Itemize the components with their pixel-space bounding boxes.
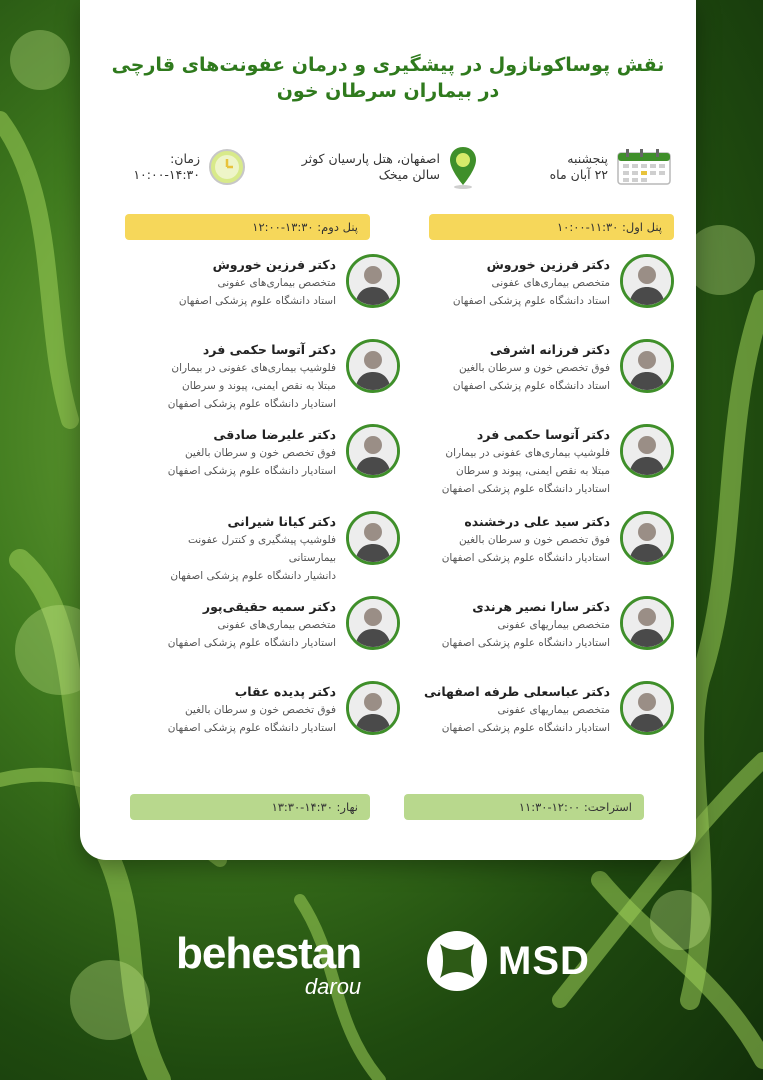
speaker-title-line-3: دانشیار دانشگاه علوم پزشکی اصفهان	[170, 570, 336, 582]
speaker-details	[399, 681, 610, 737]
speaker-title-line-2: مبتلا به نقص ایمنی، پیوند و سرطان	[182, 380, 336, 392]
speaker-card	[399, 596, 674, 681]
speaker-photo	[620, 424, 674, 478]
event-time	[133, 142, 246, 192]
speaker-card	[399, 511, 674, 596]
speaker-title-line-2: استاد دانشگاه علوم پزشکی اصفهان	[452, 380, 610, 392]
person-icon	[349, 514, 397, 562]
speaker-photo	[346, 596, 400, 650]
title-line-1: نقش پوساکونازول در پیشگیری و درمان عفونت‌های قارچی	[111, 54, 665, 76]
speaker-card	[125, 424, 400, 511]
speaker-name: دکتر فرزین خوروش	[486, 257, 610, 272]
person-icon	[623, 342, 671, 390]
speaker-photo	[346, 681, 400, 735]
behestan-logo-text: behestan	[176, 929, 362, 978]
person-icon	[623, 684, 671, 732]
speaker-card	[399, 254, 674, 339]
msd-logo	[426, 930, 590, 992]
speaker-photo	[346, 254, 400, 308]
darou-logo-text: darou	[304, 974, 362, 999]
speaker-name: دکتر سارا نصیر هرندی	[472, 599, 610, 614]
speaker-photo	[620, 254, 674, 308]
speaker-photo	[620, 596, 674, 650]
break-bar-rest: استراحت: ۱۲:۰۰-۱۱:۳۰	[404, 794, 644, 820]
speaker-title-line-1: فوق تخصص خون و سرطان بالغین	[184, 447, 336, 459]
speaker-title-line-2: استادیار دانشگاه علوم پزشکی اصفهان	[441, 552, 610, 564]
speaker-title-line-2: استاد دانشگاه علوم پزشکی اصفهان	[452, 295, 610, 307]
speaker-name: دکتر علیرضا صادقی	[213, 427, 336, 442]
speaker-title-line-3: استادیار دانشگاه علوم پزشکی اصفهان	[441, 483, 610, 495]
panel-2-header: پنل دوم: ۱۳:۳۰-۱۲:۰۰	[125, 214, 370, 240]
program-card	[80, 0, 696, 860]
speaker-name: دکتر سمیه حقیقی‌پور	[202, 599, 336, 614]
person-icon	[623, 427, 671, 475]
speaker-details	[399, 511, 610, 567]
speaker-title-line-1: متخصص بیماری‌های عفونی	[217, 619, 336, 631]
panel-2-speakers	[125, 254, 400, 766]
speaker-details	[125, 596, 336, 652]
speaker-title-line-1: فوق تخصص خون و سرطان بالغین	[458, 362, 610, 374]
break-bar-lunch: نهار: ۱۴:۳۰-۱۳:۳۰	[130, 794, 370, 820]
speaker-details	[399, 254, 610, 310]
event-place-line-2: سالن میخک	[378, 167, 440, 182]
event-time-value: ۱۰:۰۰-۱۴:۳۰	[133, 167, 200, 182]
speaker-card	[399, 681, 674, 766]
person-icon	[349, 342, 397, 390]
behestan-darou-logo	[176, 930, 361, 1000]
speaker-title-line-1: فلوشیپ بیماری‌های عفونی در بیماران	[445, 447, 610, 459]
speaker-title-line-2: استاد دانشگاه علوم پزشکی اصفهان	[178, 295, 336, 307]
speaker-title-line-2: مبتلا به نقص ایمنی، پیوند و سرطان	[456, 465, 610, 477]
speaker-card	[125, 511, 400, 596]
person-icon	[349, 427, 397, 475]
speaker-details	[125, 339, 336, 413]
speaker-photo	[346, 424, 400, 478]
speaker-photo	[620, 339, 674, 393]
speaker-card	[125, 254, 400, 339]
event-date-text: ۲۲ آبان ماه	[549, 167, 608, 182]
speaker-name: دکتر پدیده عقاب	[234, 684, 336, 699]
clock-icon	[208, 148, 246, 186]
person-icon	[349, 257, 397, 305]
person-icon	[623, 257, 671, 305]
msd-logo-text: MSD	[498, 938, 590, 983]
speaker-details	[399, 424, 610, 498]
speaker-details	[125, 424, 336, 480]
speaker-title-line-1: فوق تخصص خون و سرطان بالغین	[184, 704, 336, 716]
speaker-title-line-1: متخصص بیماری‌های عفونی	[491, 277, 610, 289]
speaker-title-line-2: استادیار دانشگاه علوم پزشکی اصفهان	[167, 637, 336, 649]
speaker-photo	[346, 339, 400, 393]
speaker-title-line-1: فوق تخصص خون و سرطان بالغین	[458, 534, 610, 546]
speaker-photo	[620, 511, 674, 565]
speaker-card	[399, 424, 674, 511]
speaker-name: دکتر فرزانه اشرفی	[489, 342, 610, 357]
speaker-name: دکتر عباسعلی طرفه اصفهانی	[423, 684, 610, 699]
event-day: پنجشنبه	[567, 151, 608, 166]
speaker-photo	[620, 681, 674, 735]
speaker-card	[125, 596, 400, 681]
speaker-card	[399, 339, 674, 424]
speaker-title-line-2: استادیار دانشگاه علوم پزشکی اصفهان	[167, 722, 336, 734]
speaker-details	[399, 339, 610, 395]
event-date	[550, 142, 672, 192]
msd-logo-icon	[426, 930, 488, 992]
speaker-name: دکتر آتوسا حکمی فرد	[476, 427, 610, 442]
speaker-photo	[346, 511, 400, 565]
panel-1-speakers	[399, 254, 674, 766]
speaker-card	[125, 339, 400, 424]
speaker-name: دکتر سید علی درخشنده	[464, 514, 610, 529]
speaker-title-line-1: متخصص بیماریهای عفونی	[497, 619, 610, 631]
speaker-title-line-3: استادیار دانشگاه علوم پزشکی اصفهان	[167, 398, 336, 410]
speaker-name: دکتر کیانا شیرانی	[227, 514, 336, 529]
event-place-line-1: اصفهان، هتل پارسیان کوثر	[301, 151, 440, 166]
page-title	[110, 52, 666, 104]
speaker-title-line-1: فلوشیپ بیماری‌های عفونی در بیماران	[171, 362, 336, 374]
person-icon	[349, 599, 397, 647]
location-pin-icon	[448, 145, 478, 189]
speaker-title-line-2: بیمارستانی	[288, 552, 336, 564]
speaker-card	[125, 681, 400, 766]
speaker-title-line-1: فلوشیپ پیشگیری و کنترل عفونت	[187, 534, 336, 546]
event-time-label: زمان:	[170, 151, 200, 166]
calendar-icon	[616, 148, 672, 186]
panel-1-header: پنل اول: ۱۱:۳۰-۱۰:۰۰	[429, 214, 674, 240]
speaker-name: دکتر فرزین خوروش	[212, 257, 336, 272]
speaker-name: دکتر آتوسا حکمی فرد	[202, 342, 336, 357]
speaker-details	[125, 511, 336, 585]
person-icon	[623, 514, 671, 562]
speaker-details	[399, 596, 610, 652]
speaker-title-line-2: استادیار دانشگاه علوم پزشکی اصفهان	[441, 722, 610, 734]
person-icon	[349, 684, 397, 732]
title-line-2: در بیماران سرطان خون	[276, 80, 500, 102]
person-icon	[623, 599, 671, 647]
speaker-title-line-2: استادیار دانشگاه علوم پزشکی اصفهان	[167, 465, 336, 477]
speaker-title-line-2: استادیار دانشگاه علوم پزشکی اصفهان	[441, 637, 610, 649]
speaker-details	[125, 254, 336, 310]
event-location	[302, 142, 478, 192]
event-info	[80, 142, 696, 192]
speaker-title-line-1: متخصص بیماریهای عفونی	[497, 704, 610, 716]
speaker-title-line-1: متخصص بیماری‌های عفونی	[217, 277, 336, 289]
speaker-details	[125, 681, 336, 737]
